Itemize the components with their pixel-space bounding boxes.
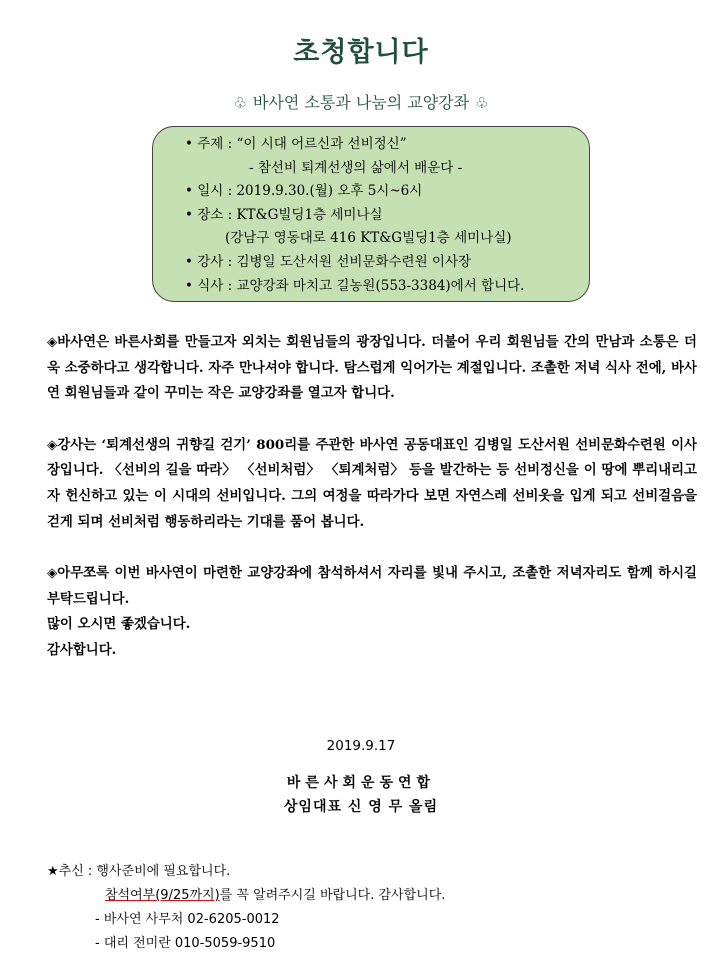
info-meal: • 식사 : 교양강좌 마치고 길농원(553-3384)에서 합니다. <box>185 277 525 294</box>
info-topic-sub: - 참선비 퇴계선생의 삶에서 배운다 - <box>249 159 463 176</box>
subtitle-text: 바사연 소통과 나눔의 교양강좌 <box>252 93 470 112</box>
organization-name: 바른사회운동연합 <box>286 775 436 791</box>
rsvp-deadline: 참석여부(9/25까지) <box>105 888 220 903</box>
contact-office: - 바사연 사무처 02-6205-0012 <box>95 912 280 927</box>
contact-person: - 대리 전미란 010-5059-9510 <box>95 936 276 951</box>
page-title: 초청합니다 <box>293 37 429 68</box>
clover-icon-left: ♧ <box>233 94 247 112</box>
invitation-body <box>47 330 697 664</box>
rsvp-request: 를 꼭 알려주시길 바랍니다. 감사합니다. <box>219 888 446 903</box>
info-place: • 장소 : KT&G빌딩1층 세미나실 <box>185 206 383 223</box>
info-topic: • 주제 : “이 시대 어르신과 선비정신” <box>185 136 407 152</box>
body-paragraph-2: ◈강사는 ‘퇴계선생의 귀향길 걷기’ 800리를 주관한 바사연 공동대표인 김병일 도산서원 선비문화수련원 이사장입니다. 〈선비의 길을 따라〉 〈선비처럼〉 〈퇴계처럼〉 등을 발간하는 등 선비정신을 이 땅에 뿌리내리고자 헌신하고 있는 이 시대의 선비입니다. 그의 여정을 따라가다 보면 자연스레 선비옷을 입게 되고 선비걸음을 걷게 되며 선비처럼 행동하리라는 기대를 품어 봅니다. <box>47 436 697 530</box>
postscript-rsvp <box>47 884 445 908</box>
event-info-box <box>152 126 590 302</box>
body-paragraph-3-line-2: 많이 오시면 좋겠습니다. <box>47 616 191 633</box>
clover-icon-right: ♧ <box>475 94 489 112</box>
body-paragraph-1: ◈바사연은 바른사회를 만들고자 외치는 회원님들의 광장입니다. 더불어 우리 회원님들 간의 만남과 소통은 더욱 소중하다고 생각합니다. 자주 만나셔야 합니다. 탐스럽게 익어가는 계절입니다. 조촐한 저녁 식사 전에, 바사연 회원님들과 같이 꾸미는 작은 교양강좌를 열고자 합니다. <box>47 334 697 402</box>
representative-signature: 상임대표 신 영 무 올림 <box>283 799 439 815</box>
body-paragraph-3 <box>47 561 697 663</box>
info-place-sub: (강남구 영동대로 416 KT&G빌딩1층 세미나실) <box>225 230 512 247</box>
letter-date: 2019.9.17 <box>326 738 396 754</box>
body-paragraph-3-line-1: ◈아무쪼록 이번 바사연이 마련한 교양강좌에 참석하셔서 자리를 빛내 주시고, 조촐한 저녁자리도 함께 하시길 부탁드립니다. <box>47 565 697 607</box>
info-speaker: • 강사 : 김병일 도산서원 선비문화수련원 이사장 <box>185 253 472 270</box>
body-paragraph-3-line-3: 감사합니다. <box>47 641 117 658</box>
info-datetime: • 일시 : 2019.9.30.(월) 오후 5시~6시 <box>185 183 423 200</box>
postscript <box>47 860 445 956</box>
subtitle <box>0 90 722 113</box>
postscript-note: ★추신 : 행사준비에 필요합니다. <box>47 864 231 879</box>
